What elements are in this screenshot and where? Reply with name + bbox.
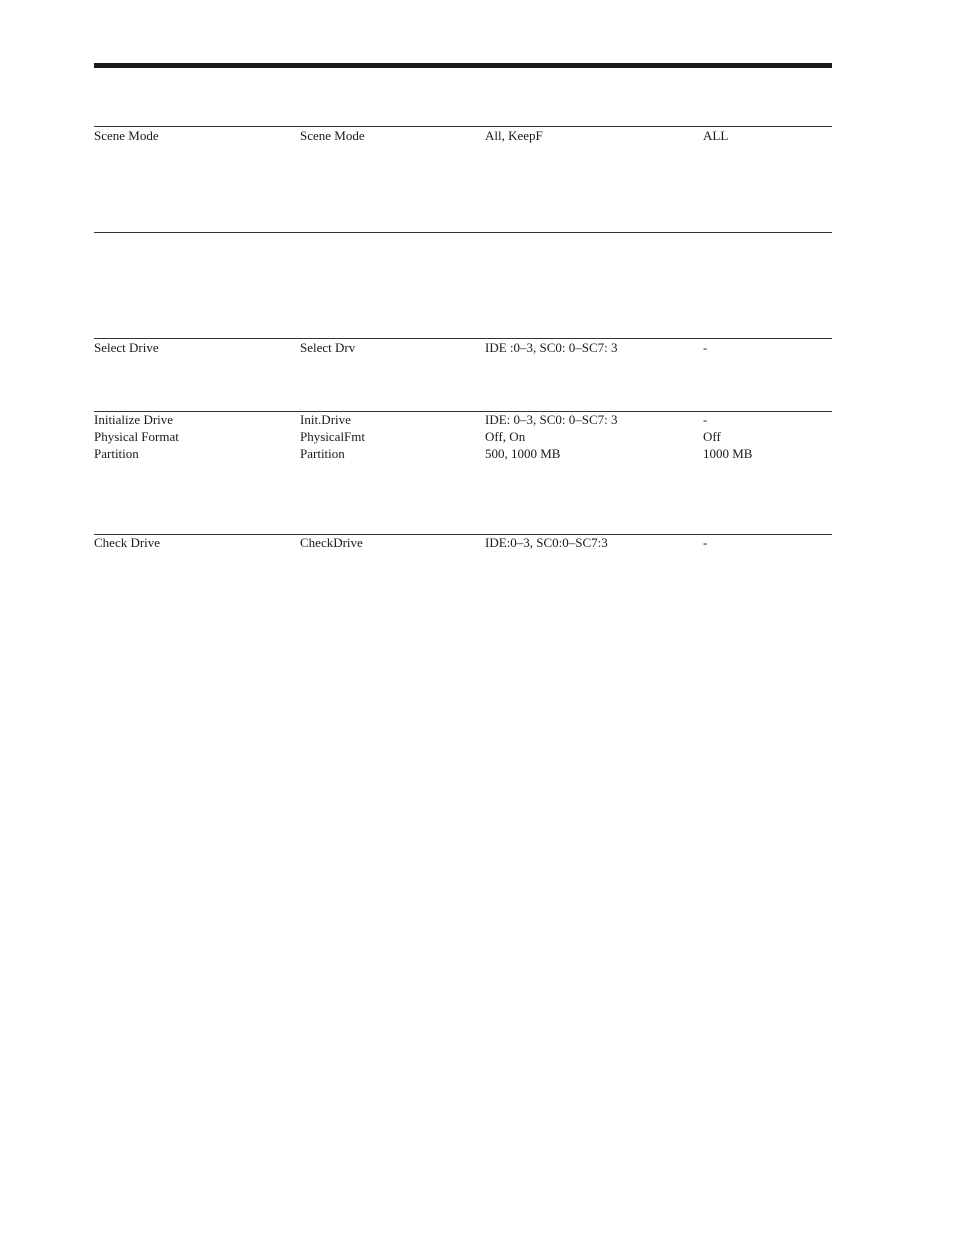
default-value: Off bbox=[703, 429, 721, 444]
parameter-name: Scene Mode bbox=[94, 128, 159, 143]
setting-range: All, KeepF bbox=[485, 128, 543, 143]
table-divider bbox=[94, 232, 832, 233]
table-divider bbox=[94, 411, 832, 412]
parameter-name: Initialize Drive bbox=[94, 412, 174, 427]
setting-range: Off, On bbox=[485, 429, 526, 444]
parameter-name: Select Drive bbox=[94, 340, 159, 355]
display-name: Init.Drive bbox=[300, 412, 351, 427]
default-value: - bbox=[703, 340, 708, 355]
display-name: Scene Mode bbox=[300, 128, 365, 143]
header-rule bbox=[94, 63, 832, 68]
setting-range: IDE:0–3, SC0:0–SC7:3 bbox=[485, 535, 608, 550]
default-value: ALL bbox=[703, 128, 729, 143]
setting-range: IDE :0–3, SC0: 0–SC7: 3 bbox=[485, 340, 618, 355]
parameter-name: Physical Format bbox=[94, 429, 179, 444]
table-divider bbox=[94, 534, 832, 535]
parameter-name: Partition bbox=[94, 446, 139, 461]
parameter-name: Check Drive bbox=[94, 535, 161, 550]
table-divider bbox=[94, 338, 832, 339]
setting-range: IDE: 0–3, SC0: 0–SC7: 3 bbox=[485, 412, 618, 427]
display-name: PhysicalFmt bbox=[300, 429, 366, 444]
default-value: - bbox=[703, 412, 708, 427]
setting-range: 500, 1000 MB bbox=[485, 446, 561, 461]
default-value: 1000 MB bbox=[703, 446, 753, 461]
display-name: Partition bbox=[300, 446, 345, 461]
default-value: - bbox=[703, 535, 708, 550]
display-name: CheckDrive bbox=[300, 535, 363, 550]
display-name: Select Drv bbox=[300, 340, 356, 355]
